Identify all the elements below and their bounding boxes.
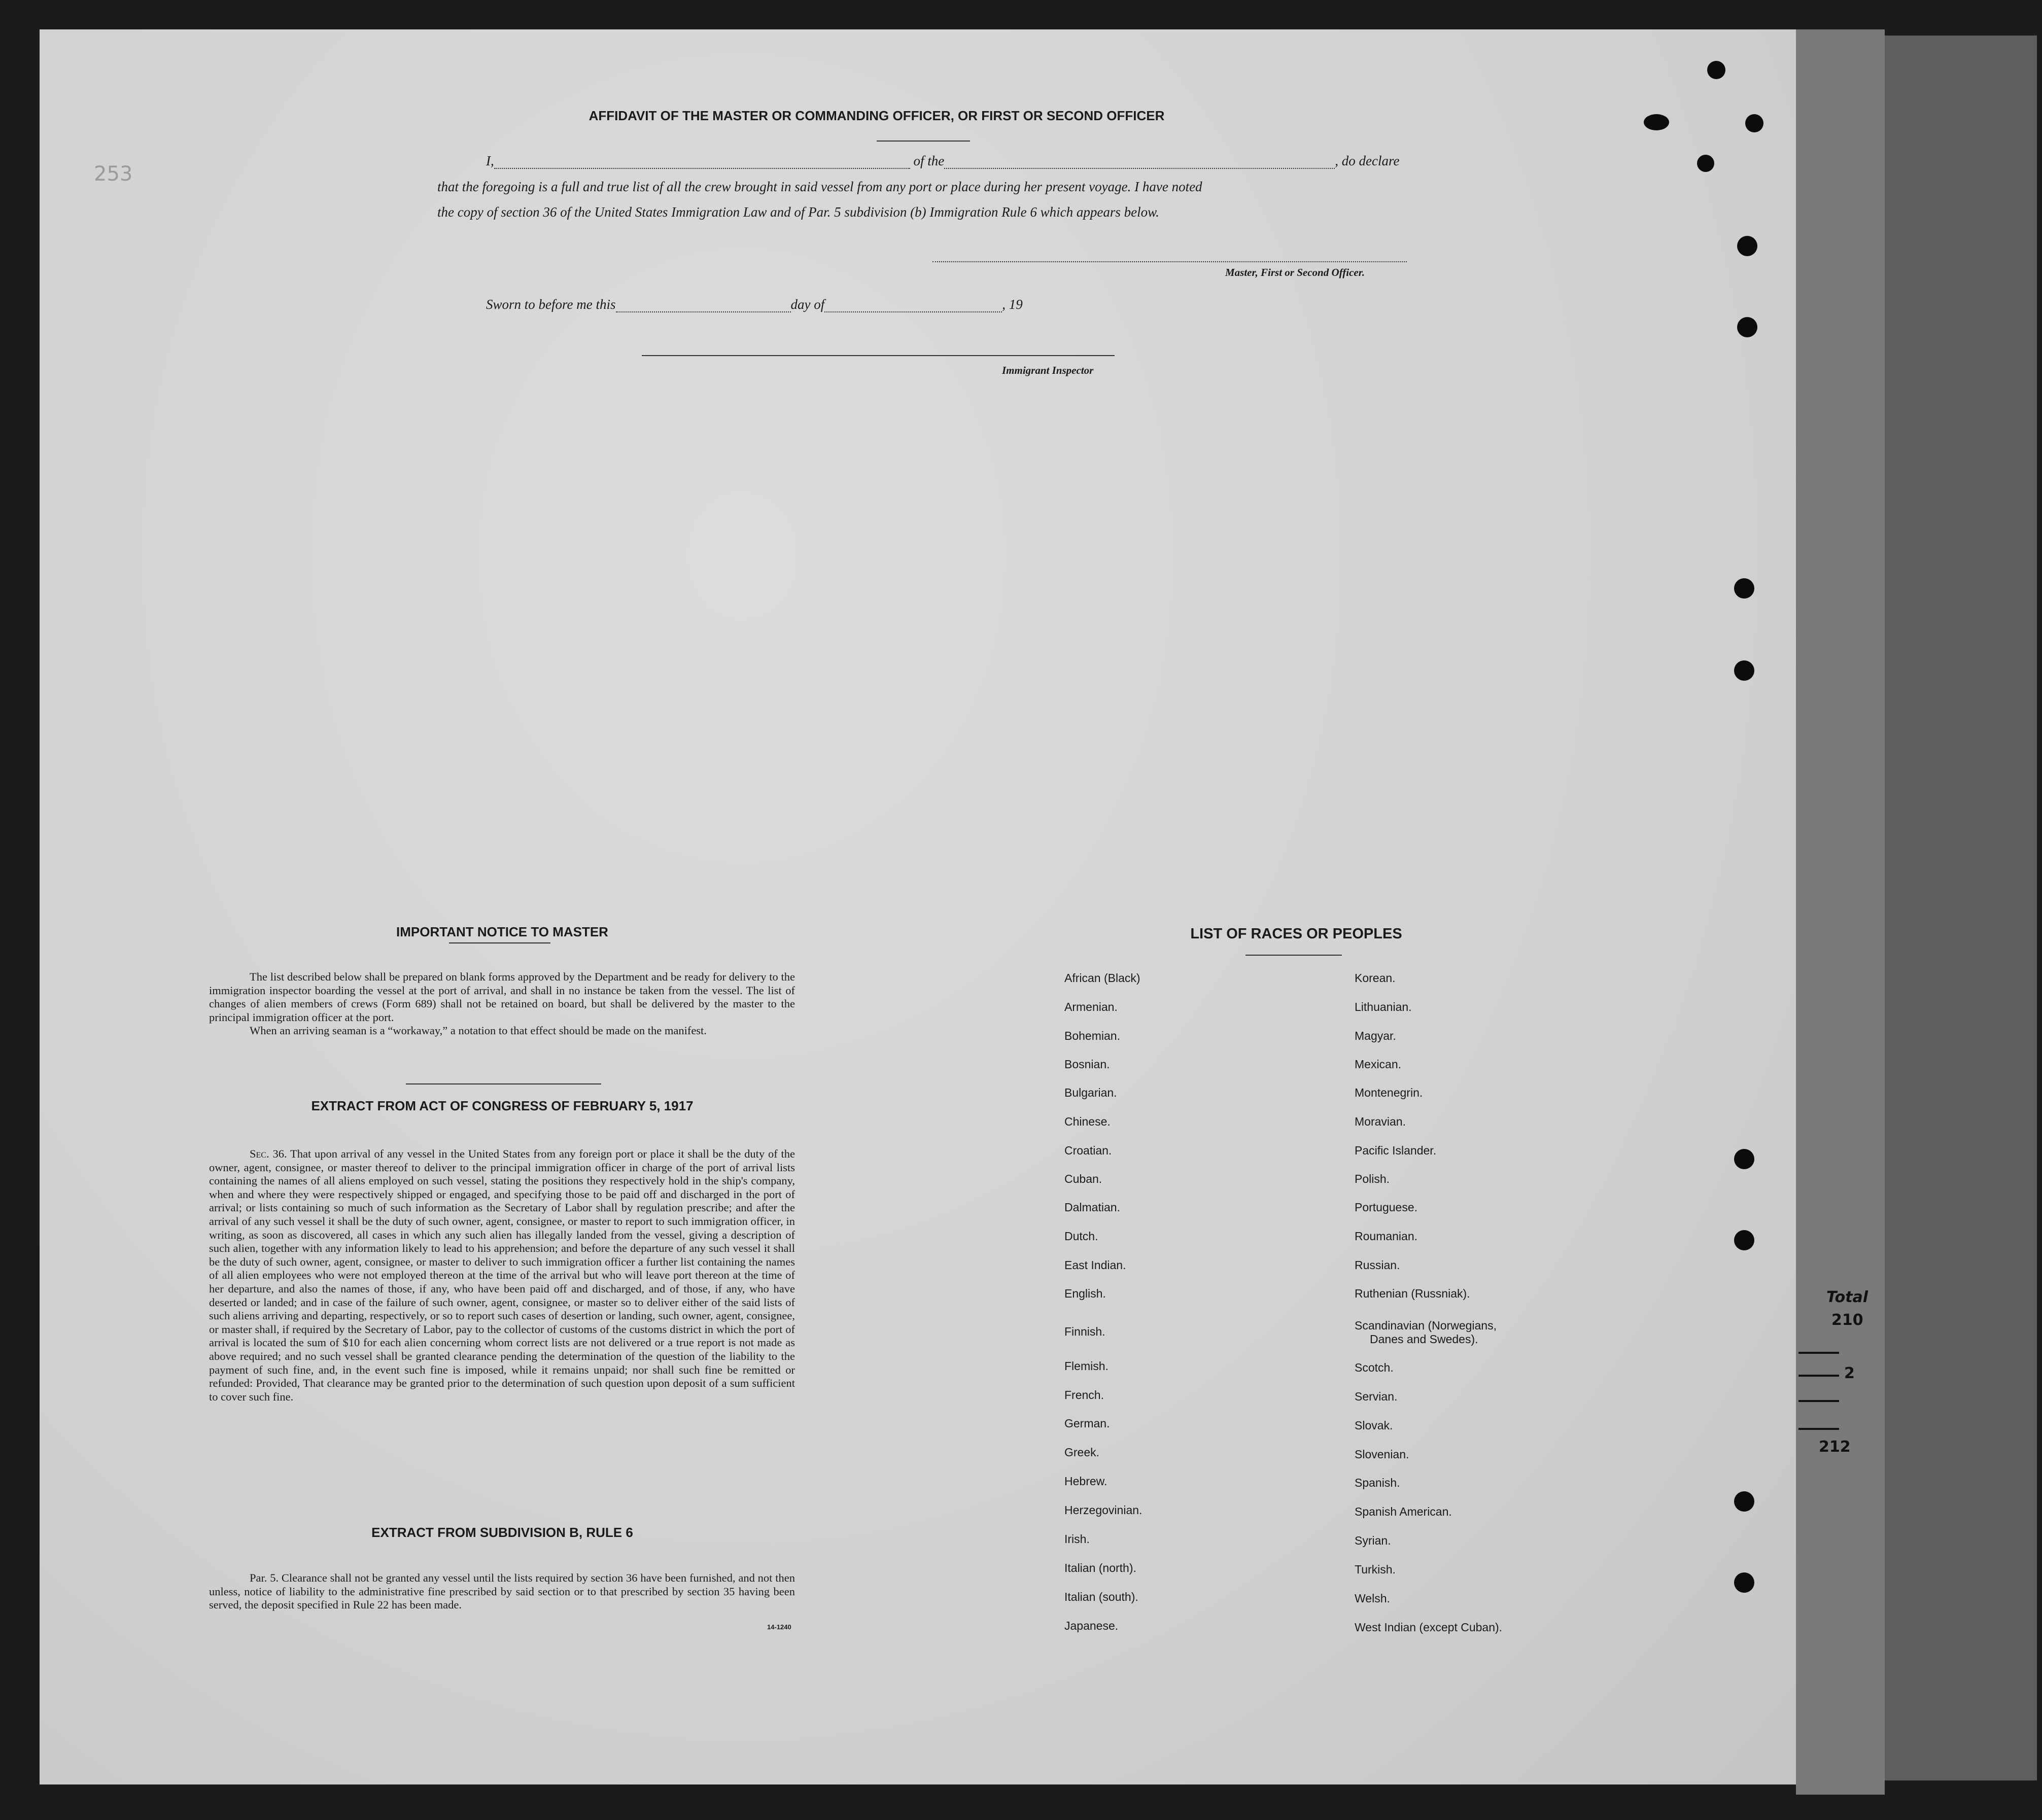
race-item: Bulgarian. xyxy=(1064,1086,1117,1099)
race-item: Ruthenian (Russniak). xyxy=(1355,1287,1470,1300)
extract-act-body xyxy=(209,1147,795,1404)
affidavit-line1-middle: of the xyxy=(913,153,945,168)
race-item: Moravian. xyxy=(1355,1115,1406,1128)
margin-total-value: 210 xyxy=(1831,1311,1863,1329)
race-item: Magyar. xyxy=(1355,1029,1396,1042)
punch-hole xyxy=(1697,155,1714,172)
race-item: Flemish. xyxy=(1064,1359,1109,1373)
master-signature-line[interactable] xyxy=(932,261,1407,262)
margin-tally-mark xyxy=(1798,1352,1839,1354)
affidavit-line2: that the foregoing is a full and true list of all the crew brought in said vessel from any port or place during her present voyage. I have noted xyxy=(437,179,1202,194)
margin-tally-mark xyxy=(1798,1375,1839,1377)
race-item: Herzegovinian. xyxy=(1064,1503,1143,1517)
punch-hole xyxy=(1707,61,1725,79)
margin-tally-mark xyxy=(1798,1400,1839,1402)
race-item: German. xyxy=(1064,1417,1110,1430)
notice-paragraph: When an arriving seaman is a “workaway,” a notation to that effect should be made on the manifest. xyxy=(250,1024,707,1037)
affidavit-line1 xyxy=(486,153,1399,169)
races-title: LIST OF RACES OR PEOPLES xyxy=(1190,926,1402,942)
race-item: Italian (north). xyxy=(1064,1561,1136,1574)
name-field[interactable] xyxy=(494,157,910,169)
race-item: Armenian. xyxy=(1064,1000,1118,1013)
punch-hole xyxy=(1737,236,1757,256)
race-item: Portuguese. xyxy=(1355,1201,1418,1214)
corner-pencil-mark: 253 xyxy=(94,162,133,186)
vessel-field[interactable] xyxy=(944,157,1335,169)
race-item: Turkish. xyxy=(1355,1563,1396,1576)
margin-sum: 212 xyxy=(1819,1438,1851,1456)
month-field[interactable] xyxy=(824,300,1002,312)
margin-total-label: Total xyxy=(1826,1288,1868,1306)
race-item: Finnish. xyxy=(1064,1325,1105,1338)
extract-rule-body xyxy=(209,1571,795,1612)
race-item: Syrian. xyxy=(1355,1534,1391,1547)
affidavit-line1-start: I, xyxy=(486,153,494,168)
race-item: Scandinavian (Norwegians, xyxy=(1355,1319,1497,1332)
binder-back xyxy=(1885,36,2037,1780)
title-rule xyxy=(877,141,970,142)
punch-hole xyxy=(1734,1230,1754,1250)
punch-hole xyxy=(1737,317,1757,337)
race-item: English. xyxy=(1064,1287,1106,1300)
punch-hole xyxy=(1745,114,1763,132)
section-divider xyxy=(406,1083,601,1084)
race-item: Chinese. xyxy=(1064,1115,1111,1128)
affidavit-line3: the copy of section 36 of the United States Immigration Law and of Par. 5 subdivision (b) Immigration Rule 6 which appears below. xyxy=(437,204,1159,220)
race-item: Montenegrin. xyxy=(1355,1086,1423,1099)
punch-hole xyxy=(1734,1149,1754,1169)
punch-hole xyxy=(1734,660,1754,681)
race-item: Danes and Swedes). xyxy=(1370,1333,1478,1346)
race-item: Dutch. xyxy=(1064,1230,1098,1243)
race-item: Servian. xyxy=(1355,1390,1398,1403)
sworn-start: Sworn to before me this xyxy=(486,297,616,312)
race-item: Cuban. xyxy=(1064,1172,1102,1185)
par-5-text: Par. 5. Clearance shall not be granted any vessel until the lists required by section 36 have been furnished, and not then unless, notice of liability to the administrative fine prescribed by said section or to that prescribed by section 35 having been served, the deposit specified in Rule 22 has been made. xyxy=(209,1571,795,1612)
race-item: Pacific Islander. xyxy=(1355,1144,1437,1157)
sec-label: Sec. xyxy=(250,1147,269,1160)
day-field[interactable] xyxy=(616,300,791,312)
race-item: Spanish American. xyxy=(1355,1505,1452,1518)
race-item: Spanish. xyxy=(1355,1476,1400,1489)
affidavit-title: AFFIDAVIT OF THE MASTER OR COMMANDING OFFICER, OR FIRST OR SECOND OFFICER xyxy=(589,108,1165,123)
races-rule xyxy=(1245,955,1342,956)
punch-hole xyxy=(1734,1491,1754,1512)
race-item: East Indian. xyxy=(1064,1258,1126,1272)
race-item: West Indian (except Cuban). xyxy=(1355,1621,1503,1634)
race-item: Scotch. xyxy=(1355,1361,1394,1374)
race-item: Polish. xyxy=(1355,1172,1390,1185)
race-item: Japanese. xyxy=(1064,1619,1119,1632)
race-item: Slovak. xyxy=(1355,1419,1393,1432)
master-signature-label: Master, First or Second Officer. xyxy=(1225,266,1365,278)
affidavit-line1-end: , do declare xyxy=(1335,153,1400,168)
sworn-line xyxy=(486,297,1023,312)
document-page xyxy=(40,29,1796,1784)
extract-rule-title: EXTRACT FROM SUBDIVISION B, RULE 6 xyxy=(371,1525,633,1540)
race-item: Greek. xyxy=(1064,1446,1100,1459)
race-item: Welsh. xyxy=(1355,1592,1390,1605)
race-item: Slovenian. xyxy=(1355,1448,1409,1461)
race-item: Italian (south). xyxy=(1064,1590,1138,1603)
race-item: Korean. xyxy=(1355,971,1396,985)
notice-body xyxy=(209,970,795,1038)
margin-tally-mark xyxy=(1798,1428,1839,1430)
race-item: French. xyxy=(1064,1388,1104,1402)
margin-mark: 2 xyxy=(1844,1364,1855,1382)
sworn-middle: day of xyxy=(790,297,825,312)
inspector-label: Immigrant Inspector xyxy=(1002,364,1094,376)
extract-act-title: EXTRACT FROM ACT OF CONGRESS OF FEBRUARY 5, 1917 xyxy=(311,1098,694,1113)
race-item: Bohemian. xyxy=(1064,1029,1120,1042)
section-36-body: 36. That upon arrival of any vessel in the United States from any foreign port or place it shall be the duty of the owner, agent, consignee, or master thereof to deliver to the principal immigration officer in charge of the port of arrival lists containing the names of all aliens employed on such vessel, stating the positions they respectively hold in the ship's company, when and where they were respectively shipped or engaged, and specifying those to be paid off and discharged in the port of arrival; or lists containing so much of such information as the Secretary of Labor shall by regulation prescribe; and after the arrival of any such vessel it shall be the duty of such owner, agent, consignee, or master to report to such immigration officer, in writing, as soon as discovered, all cases in which any such alien has illegally landed from the vessel, giving a description of such alien, together with any information likely to lead to his apprehension; and before the departure of any such vessel it shall be the duty of such owner, agent, consignee, or master to deliver to such immigration officer a further list containing the names of all alien employees who were not employed thereon at the time of the arrival but who will leave port thereon at the time of her departure, and also the names of those, if any, who have been paid off and discharged, and of those, if any, who have deserted or landed; and in case of the failure of such owner, agent, consignee, or master so to deliver either of the said lists of such aliens arriving and departing, respectively, or so to report such cases of desertion or landing, such owner, agent, consignee, or master shall, if required by the Secretary of Labor, pay to the collector of customs of the customs district in which the port of arrival is located the sum of $10 for each alien concerning whom correct lists are not delivered or a true report is not made as above required; and no such vessel shall be granted clearance pending the determination of the question of the liability to the payment of such fine, and, in the event such fine is imposed, while it remains unpaid; nor shall such fine be remitted or refunded: Provided, That clearance may be granted prior to the determination of such question upon deposit of a sum sufficient to cover such fine. xyxy=(209,1147,795,1403)
race-item: Mexican. xyxy=(1355,1058,1402,1071)
race-item: Roumanian. xyxy=(1355,1230,1418,1243)
race-item: African (Black) xyxy=(1064,971,1140,985)
binder-edge xyxy=(1796,29,1885,1795)
notice-title: IMPORTANT NOTICE TO MASTER xyxy=(396,924,608,939)
form-number: 14-1240 xyxy=(767,1623,791,1631)
punch-hole xyxy=(1734,578,1754,599)
notice-rule xyxy=(449,942,550,943)
section-36-text xyxy=(209,1147,795,1404)
race-item: Irish. xyxy=(1064,1532,1090,1546)
inspector-signature-line[interactable] xyxy=(642,355,1115,356)
race-item: Lithuanian. xyxy=(1355,1000,1412,1013)
race-item: Croatian. xyxy=(1064,1144,1112,1157)
notice-paragraph: The list described below shall be prepared on blank forms approved by the Department and be ready for delivery to the immigration inspector boarding the vessel at the port of arrival, and shall in no instance be taken from the vessel. The list of changes of alien members of crews (Form 689) shall not be retained on board, but shall be delivered by the master to the principal immigration officer at the port. xyxy=(209,970,795,1024)
sworn-year: , 19 xyxy=(1002,297,1023,312)
race-item: Russian. xyxy=(1355,1258,1400,1272)
race-item: Hebrew. xyxy=(1064,1475,1107,1488)
race-item: Bosnian. xyxy=(1064,1058,1110,1071)
punch-hole xyxy=(1734,1572,1754,1593)
race-item: Dalmatian. xyxy=(1064,1201,1120,1214)
